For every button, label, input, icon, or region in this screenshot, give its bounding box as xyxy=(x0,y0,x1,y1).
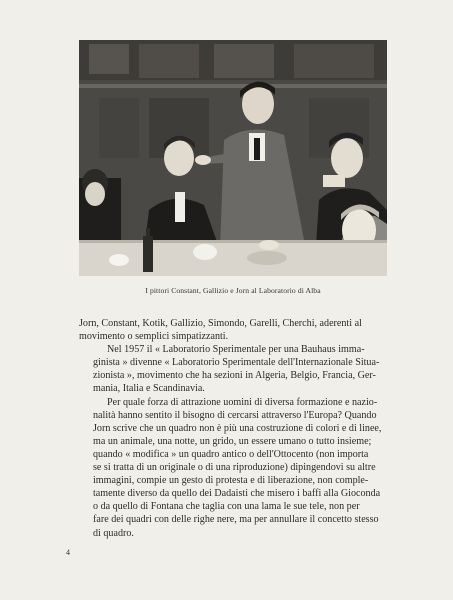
text-line: o da quello di Fontana che taglia con una lama le sue tele, non per xyxy=(93,501,360,513)
text-line: movimento o semplici simpatizzanti. xyxy=(79,331,229,343)
text-line: Jorn, Constant, Kotik, Gallizio, Simondo, Garelli, Cherchi, aderenti al xyxy=(79,318,362,329)
text-line: quando « modifica » un quadro antico o dell'Ottocento (non importa xyxy=(93,448,369,460)
text-line: di quadro. xyxy=(93,527,134,539)
text-line: ma un animale, una notte, un grido, un essere umano o tutto insieme; xyxy=(93,435,372,447)
text-line: mania, Italia e Scandinavia. xyxy=(93,383,205,395)
photo-caption: I pittori Constant, Gallizio e Jorn al Laboratorio di Alba xyxy=(145,286,321,295)
photograph xyxy=(79,40,387,276)
paragraph-3 xyxy=(79,396,389,540)
text-line: fare dei quadri con delle righe nere, ma per annullare il concetto stesso xyxy=(93,514,379,526)
paragraph-2 xyxy=(79,343,389,395)
text-line: zionista », movimento che ha sezioni in Algeria, Belgio, Francia, Ger- xyxy=(93,370,376,382)
text-line: tamente diverso da quello dei Dadaisti che misero i baffi alla Gioconda xyxy=(93,488,381,500)
text-line: ginista » divenne « Laboratorio Sperimentale dell'Internazionale Situa- xyxy=(93,357,380,369)
paragraph-1 xyxy=(79,317,389,343)
text-line: immagini, compie un gesto di protesta e di liberazione, non comple- xyxy=(93,475,369,487)
body-text xyxy=(79,317,389,540)
text-line: se si tratta di un originale o di una riproduzione) dipingendovi su altre xyxy=(93,462,376,474)
page-number: 4 xyxy=(66,548,70,557)
text-line: Per quale forza di attrazione uomini di diversa formazione e nazio- xyxy=(107,396,378,408)
text-line: Jorn scrive che un quadro non è più una costruzione di colori e di linee, xyxy=(93,422,382,434)
photograph-image xyxy=(79,40,387,276)
text-line: Nel 1957 il « Laboratorio Sperimentale per una Bauhaus imma- xyxy=(107,344,365,356)
text-line: nalità hanno sentito il bisogno di cercarsi attraverso l'Europa? Quando xyxy=(93,409,377,421)
